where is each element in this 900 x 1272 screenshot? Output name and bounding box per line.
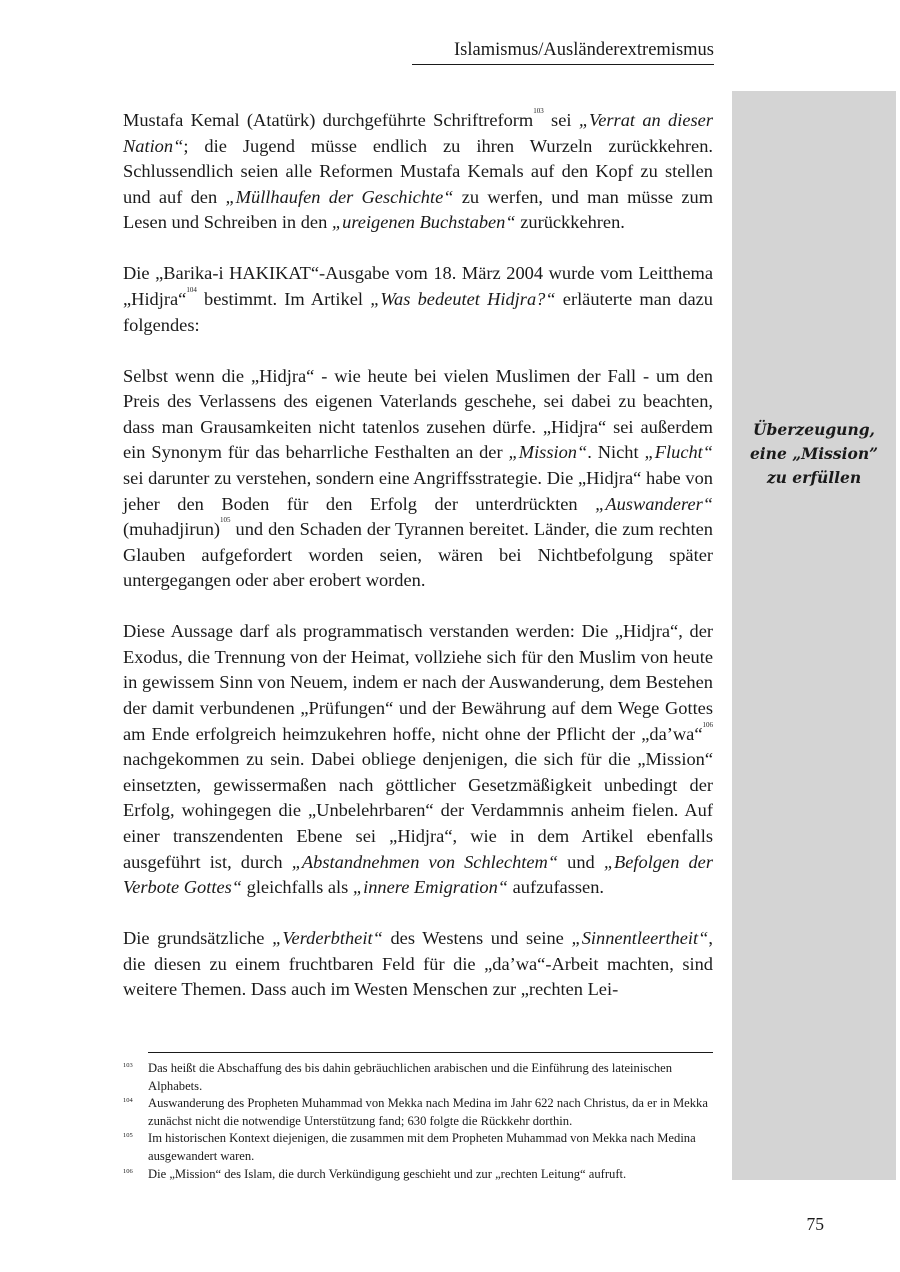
text-run: Diese Aussage darf als programmatisch verstanden werden: Die „Hidjra“, der Exodus, die Trennung von der Heimat, vollziehe sich für den Muslim von heute in gewissem Sinn von Neuem, indem er nach der Auswanderung, dem Bestehen der damit verbundenen „Prüfungen“ und der Bewährung auf dem Wege Gottes am Ende erfolgreich heimzukehren hoffe, nicht ohne der Pflicht der „da’wa“ bbox=[123, 621, 713, 744]
text-run: des Westens und seine bbox=[382, 928, 572, 949]
quote-italic: „Auswanderer“ bbox=[595, 493, 713, 514]
text-run: Mustafa Kemal (Atatürk) durchgeführte Schriftreform bbox=[123, 110, 534, 130]
page-number: 75 bbox=[806, 1214, 824, 1234]
quote-italic: „Flucht“ bbox=[644, 442, 714, 463]
footnote-number: 103 bbox=[123, 1062, 133, 1069]
footnote-text: Das heißt die Abschaffung des bis dahin gebräuchlichen arabischen und die Einführung des lateinischen Alphabets. bbox=[148, 1061, 673, 1093]
footnote-divider bbox=[148, 1052, 713, 1053]
margin-note-line: Überzeugung, bbox=[753, 420, 875, 439]
text-run: . Nicht bbox=[587, 442, 645, 463]
text-run: und den Schaden der Tyrannen bereitet. Länder, die zum rechten Glauben aufgefordert worden seien, wären bei Nichtbefolgung später untergegangen oder aber erobert worden. bbox=[123, 519, 713, 591]
quote-italic: „Müllhaufen der Geschichte“ bbox=[225, 186, 454, 207]
running-header bbox=[412, 38, 714, 65]
text-run: zu werfen, und man müsse zum Lesen und Schreiben in den bbox=[123, 186, 714, 233]
footnote-text: Die „Mission“ des Islam, die durch Verkündigung geschieht und zur „rechten Leitung“ aufruft. bbox=[148, 1166, 627, 1181]
footnote-text: Auswanderung des Propheten Muhammad von Mekka nach Medina im Jahr 622 nach Christus, da er in Mekka zunächst nicht die notwendige Unterstützung fand; 630 folgte die Rückkehr dorthin. bbox=[148, 1096, 708, 1128]
paragraph-2 bbox=[123, 261, 713, 338]
footnote-ref-106[interactable]: 106 bbox=[702, 720, 713, 729]
text-run: zurückkehren. bbox=[515, 212, 625, 233]
paragraph-4 bbox=[123, 619, 713, 901]
text-run: sei bbox=[543, 110, 579, 130]
text-run: erläuterte man dazu folgendes: bbox=[123, 288, 713, 335]
text-run: gleichfalls als bbox=[242, 877, 353, 898]
text-run: bestimmt. Im Artikel bbox=[196, 288, 371, 309]
quote-italic: „Verrat an dieser Nation“ bbox=[123, 110, 713, 156]
margin-note-line: eine „Mission” bbox=[749, 444, 879, 463]
paragraph-3 bbox=[123, 364, 713, 594]
text-run: nachgekommen zu sein. Dabei obliege denjenigen, die sich für die „Mission“ einsetzten, gewissermaßen nach göttlicher Gesetzmäßigkeit unbedingt der Erfolg, wohingegen die „Unbelehrbaren“ der Verdammnis anheim fielen. Auf einer transzendenten Ebene sei „Hidjra“, wie in dem Artikel ebenfalls ausgeführt ist, durch bbox=[123, 749, 713, 872]
text-run: sei darunter zu verstehen, sondern eine Angriffsstrategie. Die „Hidjra“ habe von jeher den Boden für den Erfolg der unterdrückten bbox=[123, 467, 713, 514]
footnote-ref-104[interactable]: 104 bbox=[186, 285, 197, 294]
text-run: aufzufassen. bbox=[508, 877, 604, 898]
quote-italic: „Verderbtheit“ bbox=[272, 928, 383, 949]
quote-italic: „Mission“ bbox=[508, 442, 588, 463]
footnote-103 bbox=[123, 1060, 713, 1095]
body-text bbox=[123, 108, 713, 1028]
text-run: Selbst wenn die „Hidjra“ - wie heute bei vielen Muslimen der Fall - um den Preis des Verlassens des eigenen Vaterlands geschehe, sei dabei zu beachten, dass man Grausamkeiten nicht tatenlos zusehen dürfe. „Hidjra“ sei außerdem ein Synonym für das beharrliche Festhalten an der bbox=[123, 365, 713, 463]
footnote-104 bbox=[123, 1095, 713, 1130]
text-run: , die diesen zu einem fruchtbaren Feld für die „da’wa“-Arbeit machten, sind weitere Themen. Dass auch im Westen Menschen zur „rechten Lei- bbox=[123, 928, 713, 1000]
margin-note-line: zu erfüllen bbox=[766, 468, 862, 487]
quote-italic: „Was bedeutet Hidjra?“ bbox=[370, 288, 556, 309]
text-run: Die grundsätzliche bbox=[123, 928, 273, 949]
text-run: Die „Barika-i HAKIKAT“-Ausgabe vom 18. März 2004 wurde vom Leitthema „Hidjra“ bbox=[123, 263, 713, 309]
text-run: ; die Jugend müsse endlich zu ihren Wurzeln zurückkehren. Schlussendlich seien alle Reformen Mustafa Kemals auf den Kopf zu stellen und auf den bbox=[123, 135, 713, 207]
footnote-ref-105[interactable]: 105 bbox=[220, 516, 231, 525]
paragraph-5 bbox=[123, 926, 713, 1003]
quote-italic: „innere Emigration“ bbox=[352, 877, 508, 898]
margin-sidebar bbox=[732, 91, 896, 1180]
footnote-number: 104 bbox=[123, 1097, 133, 1105]
quote-italic: „Sinnentleertheit“ bbox=[571, 928, 709, 949]
running-header-title: Islamismus/Ausländerextremismus bbox=[454, 40, 714, 60]
paragraph-1 bbox=[123, 108, 713, 236]
footnote-106 bbox=[123, 1166, 713, 1184]
margin-note bbox=[742, 418, 886, 490]
quote-italic: „Befolgen der Verbote Gottes“ bbox=[123, 851, 713, 898]
footnotes bbox=[123, 1052, 713, 1183]
text-run: und bbox=[558, 851, 604, 872]
text-run: (muhadjirun) bbox=[123, 519, 221, 540]
footnote-number: 106 bbox=[123, 1167, 133, 1175]
quote-italic: „Abstandnehmen von Schlechtem“ bbox=[291, 851, 559, 872]
footnote-ref-103[interactable]: 103 bbox=[533, 107, 544, 115]
footnote-105 bbox=[123, 1130, 713, 1165]
footnote-text: Im historischen Kontext diejenigen, die zusammen mit dem Propheten Muhammad von Mekka nach Medina ausgewandert waren. bbox=[148, 1131, 696, 1163]
quote-italic: „ureigenen Buchstaben“ bbox=[331, 212, 516, 233]
footnote-number: 105 bbox=[123, 1132, 133, 1140]
